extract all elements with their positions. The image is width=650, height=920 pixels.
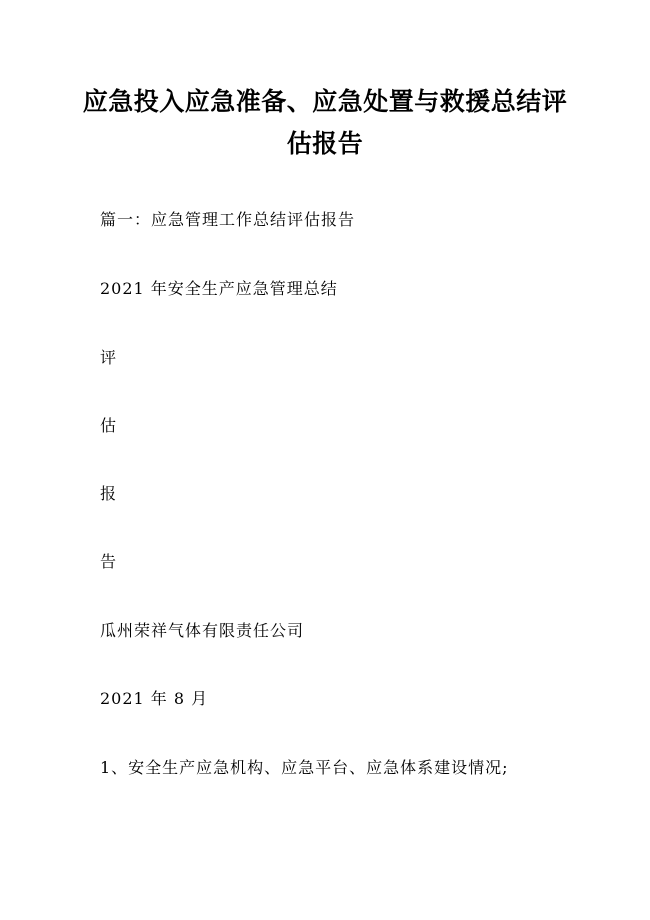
document-title-line-2: 估报告	[286, 129, 364, 158]
report-title: 2021 年安全生产应急管理总结	[100, 279, 338, 298]
section-heading: 篇一：应急管理工作总结评估报告	[100, 210, 356, 229]
report-title-char: 估	[100, 416, 118, 435]
report-title-char: 告	[100, 552, 118, 571]
report-title-char: 评	[100, 348, 118, 367]
document-title-line-1: 应急投入应急准备、应急处置与救援总结评	[82, 87, 568, 116]
report-date: 2021 年 8 月	[100, 689, 209, 708]
list-item: 1、安全生产应急机构、应急平台、应急体系建设情况;	[100, 758, 509, 777]
company-name: 瓜州荣祥气体有限责任公司	[100, 621, 305, 640]
report-title-char: 报	[100, 484, 118, 503]
